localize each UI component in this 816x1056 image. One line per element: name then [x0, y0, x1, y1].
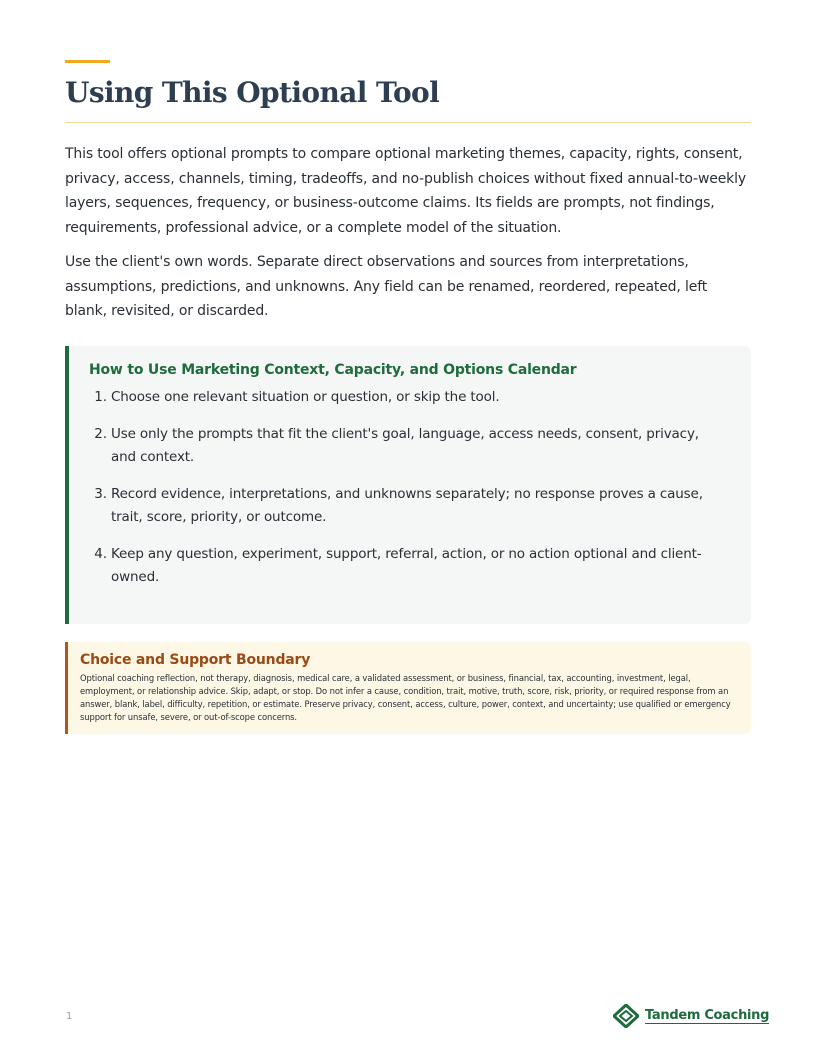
- how-to-callout: [65, 346, 751, 624]
- how-to-step: 2. Use only the prompts that fit the client's goal, language, access needs, consent, privacy, and context.: [111, 423, 727, 469]
- how-to-step: 4. Keep any question, experiment, support, referral, action, or no action optional and client-owned.: [111, 543, 727, 589]
- brand-name: Tandem Coaching: [645, 1008, 770, 1023]
- title-accent-bar: [65, 60, 110, 63]
- how-to-step: 3. Record evidence, interpretations, and unknowns separately; no response proves a cause, trait, score, priority, or outcome.: [111, 483, 727, 529]
- boundary-title: Choice and Support Boundary: [80, 652, 311, 668]
- intro-paragraph: This tool offers optional prompts to compare optional marketing themes, capacity, rights, consent, privacy, access, channels, timing, tradeoffs, and no-publish choices without fixed annual-to-weekly layers, sequences, frequency, or business-outcome claims. Its fields are prompts, not findings, requirements, professional advice, or a complete model of the situation.: [65, 146, 747, 236]
- how-to-title: How to Use Marketing Context, Capacity, and Options Calendar: [89, 362, 577, 378]
- boundary-callout: [65, 642, 751, 734]
- boundary-text: Optional coaching reflection, not therapy, diagnosis, medical care, a validated assessment, or business, financial, tax, accounting, investment, legal, employment, or relationship advice. Skip, adapt, or stop. Do not infer a cause, condition, trait, motive, truth, score, risk, priority, or required response from an answer, blank, label, difficulty, repetition, or estimate. Preserve privacy, consent, access, culture, power, context, and uncertainty; use qualified or emergency support for unsafe, severe, or out-of-scope concerns.: [80, 673, 731, 722]
- diamond-logo-icon: [613, 1004, 639, 1028]
- how-to-step: 1. Choose one relevant situation or question, or skip the tool.: [111, 386, 727, 409]
- intro-paragraph: Use the client's own words. Separate direct observations and sources from interpretations, assumptions, predictions, and unknowns. Any field can be renamed, reordered, repeated, left blank, revisited, or discarded.: [65, 254, 708, 319]
- page-number: 1: [66, 1011, 73, 1022]
- intro-section: [65, 142, 751, 334]
- title-divider: [65, 122, 751, 123]
- page-title: Using This Optional Tool: [65, 76, 440, 109]
- brand-logo: [613, 1004, 769, 1028]
- how-to-steps: [89, 386, 727, 589]
